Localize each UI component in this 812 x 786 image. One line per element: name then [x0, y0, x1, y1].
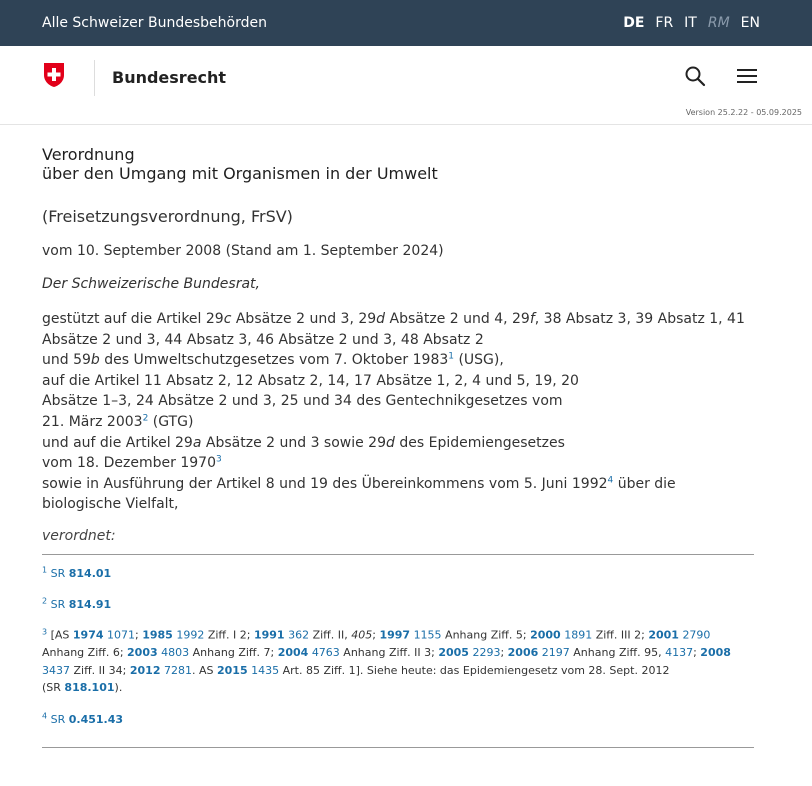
- as-2006b-link[interactable]: 4137: [665, 646, 694, 660]
- as-1997-link[interactable]: 1997 1155: [379, 628, 442, 642]
- footnote-ref-4[interactable]: 4: [607, 475, 614, 486]
- lang-it[interactable]: IT: [684, 15, 697, 31]
- footnote-3: $^3$ [AS 1974 1071; 1985 1992 Ziff. I 2; 1991 362 Ziff. II, 405; 1997 1155 Anhang Ziff. 5; 2000 1891 Ziff. III 2; 2001 2790 Anhang Ziff. 6; 2003 4803 Anhang Ziff. 7; 2004 4763 Anhang Ziff. II 3; 2005 2293; 2006 2197 Anhang Ziff. 95, 4137; 2008 3437 Ziff. II 34; 2012 7281. AS 2015 1435 Art. 85 Ziff. 1]. Siehe heute: das Epidemiengesetz vom 28. Sept. 2012 (SR 818.101).: [42, 627, 731, 695]
- as-2003-link[interactable]: 2003 4803: [127, 646, 190, 660]
- footnotes-divider: [42, 554, 754, 555]
- sr-818-101-link[interactable]: 818.101: [64, 681, 115, 695]
- authority-link[interactable]: Alle Schweizer Bundesbehörden: [42, 15, 267, 31]
- doc-council: Der Schweizerische Bundesrat,: [42, 276, 260, 292]
- footnote-1-link[interactable]: $^1$ SR 814.01: [42, 564, 112, 580]
- lang-de[interactable]: DE: [623, 15, 645, 31]
- lang-en[interactable]: EN: [740, 15, 760, 31]
- as-1974-link[interactable]: 1974 1071: [72, 628, 136, 642]
- footnote-ref-1[interactable]: 1: [448, 351, 454, 362]
- as-2001-link[interactable]: 2001 2790: [648, 628, 711, 642]
- basis-line-8: vom 18. Dezember 1970$^3$: [42, 454, 222, 472]
- basis-line-7: und auf die Artikel 29a Absätze 2 und 3 sowie 29d des Epidemiengesetzes: [42, 434, 565, 451]
- basis-line-10: biologische Vielfalt,: [42, 496, 179, 513]
- footnotes: [42, 561, 754, 728]
- basis-line-4: auf die Artikel 11 Absatz 2, 12 Absatz 2, 14, 17 Absätze 1, 2, 4 und 5, 19, 20: [42, 372, 579, 389]
- as-2008-link[interactable]: 2008 3437: [42, 646, 731, 677]
- lang-rm: RM: [707, 15, 730, 31]
- doc-abbreviation: (Freisetzungsverordnung, FrSV): [42, 207, 293, 226]
- as-2012-link[interactable]: 2012 7281: [129, 663, 192, 677]
- doc-verordnet: verordnet:: [42, 527, 116, 544]
- document-content: [0, 145, 812, 748]
- swiss-cross-logo[interactable]: [43, 62, 65, 88]
- language-switcher: [623, 15, 760, 31]
- lang-fr[interactable]: FR: [655, 15, 674, 31]
- top-bar: [0, 0, 812, 46]
- basis-line-3: und 59b des Umweltschutzgesetzes vom 7. Oktober 1983$^1$ (USG),: [42, 351, 504, 369]
- basis-line-6: 21. März 2003$^2$ (GTG): [42, 413, 194, 430]
- doc-title-line2: über den Umgang mit Organismen in der Umwelt: [42, 164, 438, 183]
- header-divider: [94, 60, 95, 96]
- basis-line-1: gestützt auf die Artikel 29c Absätze 2 und 3, 29d Absätze 2 und 4, 29f, 38 Absatz 3, 39 Absatz 1, 41: [42, 311, 745, 327]
- menu-icon[interactable]: [737, 67, 757, 85]
- footnote-1: [42, 561, 754, 582]
- as-2005-link[interactable]: 2005 2293: [438, 646, 501, 660]
- as-2015-link[interactable]: 2015 1435: [216, 663, 280, 677]
- legal-basis: [42, 309, 754, 515]
- as-1991-link[interactable]: 1991 362: [253, 628, 310, 642]
- footnote-3-num[interactable]: 3: [42, 627, 48, 637]
- site-header: [0, 46, 812, 125]
- search-icon[interactable]: [684, 65, 706, 87]
- basis-line-2: Absätze 2 und 3, 44 Absatz 3, 46 Absätze 2 und 3, 48 Absatz 2: [42, 331, 484, 348]
- brand-title[interactable]: Bundesrecht: [112, 68, 227, 87]
- as-1985-link[interactable]: 1985 1992: [142, 628, 205, 642]
- footnote-4: [42, 707, 754, 728]
- as-2004-link[interactable]: 2004 4763: [277, 646, 340, 660]
- footnote-2-link[interactable]: $^2$ SR 814.91: [42, 596, 112, 611]
- version-label: Version 25.2.22 - 05.09.2025: [685, 108, 802, 117]
- footnote-ref-2[interactable]: 2: [142, 413, 149, 424]
- footnote-ref-3[interactable]: 3: [215, 454, 222, 465]
- footnote-4-link[interactable]: $^4$ SR 0.451.43: [42, 710, 124, 726]
- basis-line-9: sowie in Ausführung der Artikel 8 und 19 des Übereinkommens vom 5. Juni 1992$^4$ über die: [42, 475, 676, 492]
- doc-date: vom 10. September 2008 (Stand am 1. September 2024): [42, 243, 444, 259]
- basis-line-5: Absätze 1–3, 24 Absätze 2 und 3, 25 und 34 des Gentechnikgesetzes vom: [42, 393, 563, 410]
- footnotes-end-divider: [42, 747, 754, 748]
- footnote-2: [42, 592, 754, 613]
- as-2006-link[interactable]: 2006 2197: [507, 646, 570, 660]
- doc-title-line1: Verordnung: [42, 145, 135, 164]
- as-2000-link[interactable]: 2000 1891: [530, 628, 593, 642]
